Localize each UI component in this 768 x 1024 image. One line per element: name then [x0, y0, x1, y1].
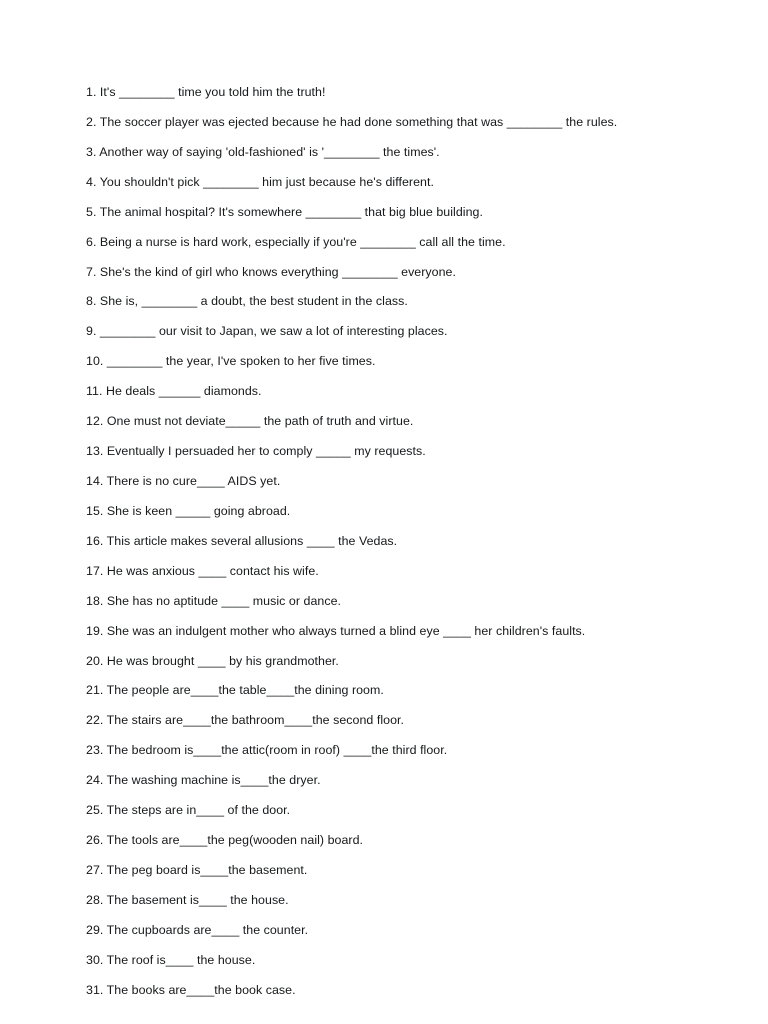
list-item: 30. The roof is____ the house.: [86, 952, 256, 967]
list-item: 4. You shouldn't pick ________ him just because he's different.: [86, 174, 434, 189]
list-item: 24. The washing machine is____the dryer.: [86, 773, 321, 788]
list-item: 13. Eventually I persuaded her to comply _____ my requests.: [86, 444, 426, 459]
list-item: 23. The bedroom is____the attic(room in roof) ____the third floor.: [86, 743, 448, 758]
list-item: 22. The stairs are____the bathroom____the second floor.: [86, 713, 405, 728]
list-item: 18. She has no aptitude ____ music or dance.: [86, 593, 342, 608]
list-item: 31. The books are____the book case.: [86, 982, 296, 997]
exercise-list: [86, 84, 682, 998]
list-item: 3. Another way of saying 'old-fashioned' is '________ the times'.: [86, 144, 440, 159]
list-item: 10. ________ the year, I've spoken to her five times.: [86, 354, 376, 369]
list-item: 12. One must not deviate_____ the path of truth and virtue.: [86, 414, 414, 429]
list-item: 26. The tools are____the peg(wooden nail) board.: [86, 833, 364, 848]
list-item: 11. He deals ______ diamonds.: [86, 384, 262, 399]
list-item: 19. She was an indulgent mother who always turned a blind eye ____ her children's faults.: [86, 623, 586, 638]
list-item: 29. The cupboards are____ the counter.: [86, 922, 309, 937]
list-item: 28. The basement is____ the house.: [86, 892, 289, 907]
list-item: 7. She's the kind of girl who knows everything ________ everyone.: [86, 264, 456, 279]
list-item: 2. The soccer player was ejected because he had done something that was ________ the rules.: [86, 114, 618, 129]
list-item: 5. The animal hospital? It's somewhere ________ that big blue building.: [86, 204, 483, 219]
list-item: 1. It's ________ time you told him the truth!: [86, 85, 326, 99]
list-item: 9. ________ our visit to Japan, we saw a lot of interesting places.: [86, 324, 448, 339]
list-item: 20. He was brought ____ by his grandmother.: [86, 653, 339, 668]
list-item: 8. She is, ________ a doubt, the best student in the class.: [86, 294, 408, 309]
list-item: 6. Being a nurse is hard work, especially if you're ________ call all the time.: [86, 234, 506, 249]
list-item: 21. The people are____the table____the dining room.: [86, 683, 384, 698]
list-item: 17. He was anxious ____ contact his wife.: [86, 563, 319, 578]
list-item: 16. This article makes several allusions ____ the Vedas.: [86, 533, 398, 548]
list-item: 15. She is keen _____ going abroad.: [86, 503, 291, 518]
list-item: 14. There is no cure____ AIDS yet.: [86, 473, 281, 488]
list-item: 25. The steps are in____ of the door.: [86, 803, 291, 818]
list-item: 27. The peg board is____the basement.: [86, 862, 308, 877]
